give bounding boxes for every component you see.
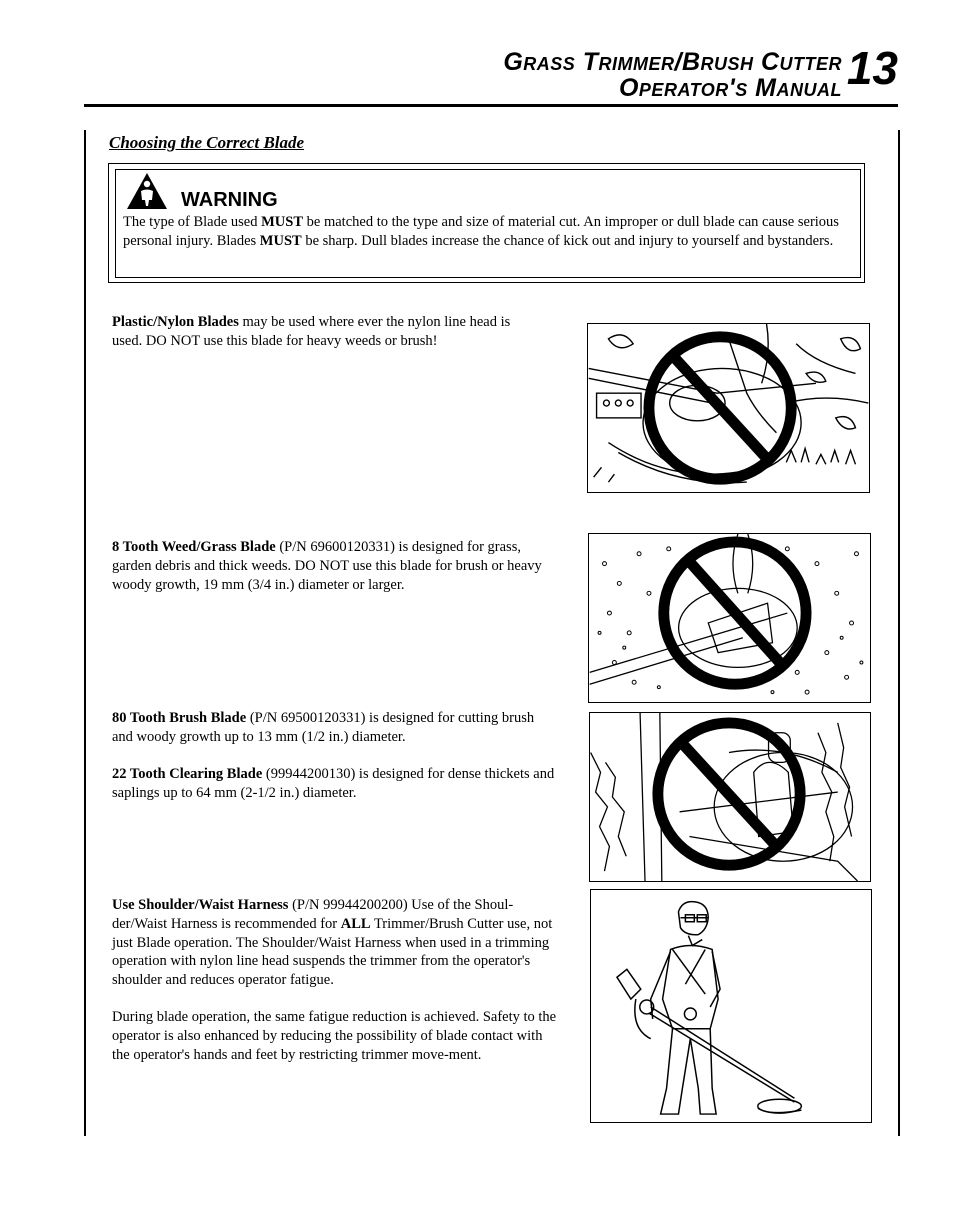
figure-operator-harness bbox=[590, 889, 872, 1123]
80-tooth-blade-paragraph: 80 Tooth Brush Blade (P/N 69500120331) is designed for cutting brush and woody growth up to 13 mm (1/2 in.) diameter. bbox=[112, 710, 535, 745]
harness-paragraph-1: Use Shoulder/Waist Harness (P/N 99944200200) Use of the Shoul-der/Waist Harness is recommended for ALL Trimmer/Brush Cutter use, not just Blade operation. The Shoulder/Waist Harness when used in a trimming operation with nylon line head suspends the trimmer from the operator's shoulder and reduces operator fatigue. bbox=[112, 897, 553, 989]
page-number: 13 bbox=[846, 42, 898, 94]
header-title-line1: Grass Trimmer/Brush Cutter bbox=[503, 48, 842, 76]
80-tooth-blade-illustration bbox=[590, 713, 870, 881]
harness-paragraph-2: During blade operation, the same fatigue reduction is achieved. Safety to the operator is also enhanced by reducing the possibility of blade contact with the operator's hands and feet by restricting trimmer move-ment. bbox=[112, 1009, 557, 1063]
warning-triangle-icon bbox=[125, 171, 169, 211]
figure-8-tooth-blade-prohibited bbox=[588, 533, 871, 703]
warning-text: The type of Blade used MUST be matched to the type and size of material cut. An improper or dull blade can cause serious personal injury. Blades MUST be sharp. Dull blades increase the chance of kick out and injury to yourself and bystanders. bbox=[123, 214, 839, 249]
section-title: Choosing the Correct Blade bbox=[109, 133, 305, 152]
header-rule bbox=[84, 104, 898, 107]
plastic-nylon-blade-paragraph: Plastic/Nylon Blades may be used where ever the nylon line head is used. DO NOT use this blade for heavy weeds or brush! bbox=[112, 314, 511, 349]
left-margin-rule bbox=[84, 130, 86, 1136]
figure-plastic-blade-prohibited bbox=[587, 323, 870, 493]
figure-80-tooth-blade-prohibited bbox=[589, 712, 871, 882]
8-tooth-blade-illustration bbox=[589, 534, 870, 702]
8-tooth-blade-paragraph: 8 Tooth Weed/Grass Blade (P/N 69600120331) is designed for grass, garden debris and thick weeds. DO NOT use this blade for brush or heavy woody growth, 19 mm (3/4 in.) diameter or larger. bbox=[112, 539, 542, 593]
operator-harness-illustration bbox=[591, 890, 871, 1122]
22-tooth-blade-paragraph: 22 Tooth Clearing Blade (99944200130) is designed for dense thickets and saplings up to 64 mm (2-1/2 in.) diameter. bbox=[112, 766, 555, 801]
plastic-blade-illustration bbox=[588, 324, 869, 492]
warning-heading: WARNING bbox=[181, 189, 278, 211]
right-margin-rule bbox=[898, 130, 900, 1136]
header-title-line2: Operator's Manual bbox=[618, 74, 842, 102]
